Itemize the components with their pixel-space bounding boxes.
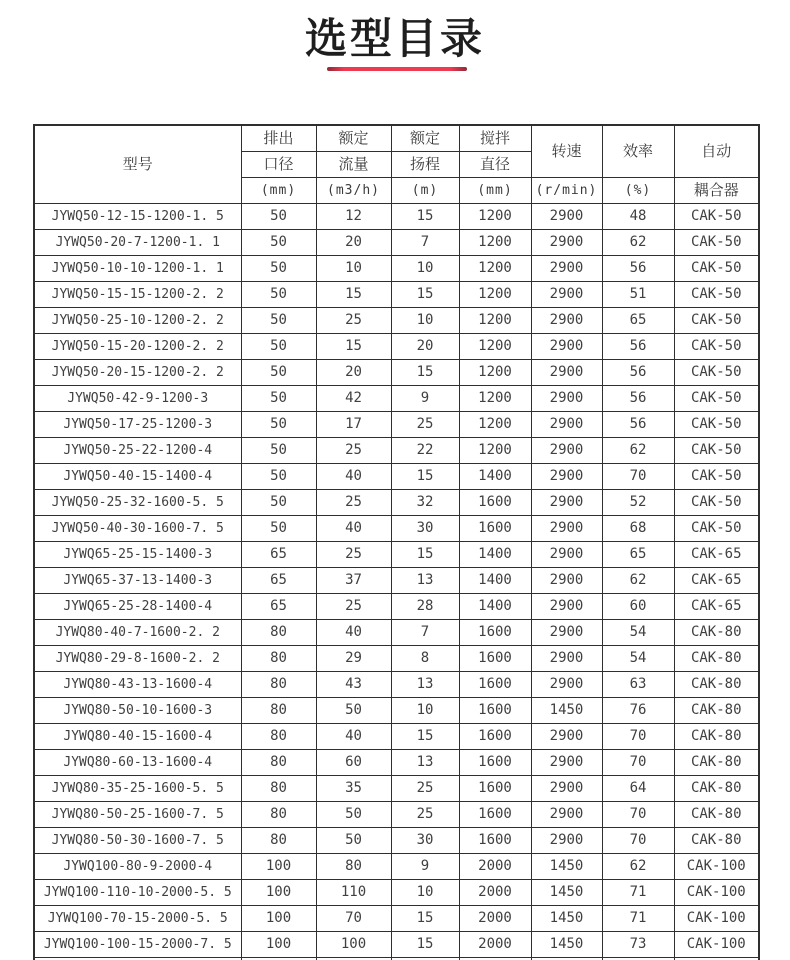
header-flow-line2: 流量 xyxy=(316,151,391,177)
cell-mixing: 1600 xyxy=(459,697,531,723)
cell-model: JYWQ80-60-13-1600-4 xyxy=(34,749,241,775)
cell-outlet: 80 xyxy=(241,697,316,723)
cell-mixing: 1600 xyxy=(459,489,531,515)
header-row-1 xyxy=(34,125,759,151)
cell-flow: 110 xyxy=(316,879,391,905)
cell-efficiency: 62 xyxy=(602,567,674,593)
cell-speed: 2900 xyxy=(531,489,602,515)
table-row xyxy=(34,463,759,489)
cell-coupling: CAK-80 xyxy=(674,827,759,853)
cell-speed: 1450 xyxy=(531,853,602,879)
cell-flow: 50 xyxy=(316,827,391,853)
cell-speed: 2900 xyxy=(531,255,602,281)
cell-mixing: 2000 xyxy=(459,879,531,905)
cell-head: 9 xyxy=(391,385,459,411)
table-row xyxy=(34,671,759,697)
cell-coupling: CAK-50 xyxy=(674,463,759,489)
cell-head: 30 xyxy=(391,827,459,853)
cell-model: JYWQ80-40-7-1600-2. 2 xyxy=(34,619,241,645)
table-row xyxy=(34,515,759,541)
cell-mixing: 2000 xyxy=(459,853,531,879)
cell-outlet: 100 xyxy=(241,931,316,957)
cell-coupling: CAK-50 xyxy=(674,229,759,255)
cell-flow: 17 xyxy=(316,411,391,437)
cell-model: JYWQ50-17-25-1200-3 xyxy=(34,411,241,437)
cell-outlet: 65 xyxy=(241,567,316,593)
cell-flow: 40 xyxy=(316,463,391,489)
table-row xyxy=(34,255,759,281)
cell-head: 32 xyxy=(391,489,459,515)
cell-mixing: 1200 xyxy=(459,229,531,255)
cell-outlet: 80 xyxy=(241,645,316,671)
cell-efficiency: 73 xyxy=(602,931,674,957)
cell-flow: 43 xyxy=(316,671,391,697)
cell-outlet: 80 xyxy=(241,619,316,645)
cell-head: 15 xyxy=(391,931,459,957)
table-row xyxy=(34,749,759,775)
header-coupling-line2: 耦合器 xyxy=(674,177,759,203)
cell-speed: 1450 xyxy=(531,697,602,723)
cell-coupling: CAK-100 xyxy=(674,905,759,931)
cell-efficiency: 56 xyxy=(602,385,674,411)
cell-head: 8 xyxy=(391,645,459,671)
cell-outlet: 80 xyxy=(241,801,316,827)
cell-flow: 100 xyxy=(316,931,391,957)
cell-outlet: 100 xyxy=(241,905,316,931)
header-mixing-unit: (mm) xyxy=(459,177,531,203)
cell-head: 10 xyxy=(391,307,459,333)
header-speed-unit: (r/min) xyxy=(531,177,602,203)
cell-head: 22 xyxy=(391,437,459,463)
table-row xyxy=(34,203,759,229)
cell-flow: 25 xyxy=(316,541,391,567)
cell-outlet: 80 xyxy=(241,775,316,801)
cell-model: JYWQ80-50-25-1600-7. 5 xyxy=(34,801,241,827)
page-title: 选型目录 xyxy=(304,15,485,62)
cell-coupling: CAK-50 xyxy=(674,411,759,437)
cell-mixing: 1200 xyxy=(459,437,531,463)
cell-coupling: CAK-50 xyxy=(674,281,759,307)
cell-speed: 1450 xyxy=(531,879,602,905)
cell-mixing: 1200 xyxy=(459,281,531,307)
cell-outlet: 50 xyxy=(241,229,316,255)
cell-speed: 2900 xyxy=(531,645,602,671)
cell-outlet: 50 xyxy=(241,385,316,411)
cell-flow: 25 xyxy=(316,593,391,619)
cell-head: 10 xyxy=(391,879,459,905)
cell-mixing: 1400 xyxy=(459,567,531,593)
cell-model: JYWQ100-110-10-2000-5. 5 xyxy=(34,879,241,905)
cell-outlet: 50 xyxy=(241,437,316,463)
header-head-unit: (m) xyxy=(391,177,459,203)
table-row xyxy=(34,593,759,619)
cell-flow: 80 xyxy=(316,853,391,879)
cell-efficiency: 56 xyxy=(602,411,674,437)
table-row xyxy=(34,723,759,749)
cell-efficiency: 71 xyxy=(602,879,674,905)
cell-outlet: 80 xyxy=(241,671,316,697)
cell-efficiency: 65 xyxy=(602,307,674,333)
table-row xyxy=(34,645,759,671)
cell-model: JYWQ80-35-25-1600-5. 5 xyxy=(34,775,241,801)
cell-head: 13 xyxy=(391,749,459,775)
cell-mixing: 1400 xyxy=(459,541,531,567)
cell-efficiency: 56 xyxy=(602,359,674,385)
cell-speed: 2900 xyxy=(531,359,602,385)
cell-efficiency: 70 xyxy=(602,827,674,853)
cell-mixing: 1600 xyxy=(459,671,531,697)
cell-flow: 25 xyxy=(316,307,391,333)
cell-mixing: 1600 xyxy=(459,515,531,541)
cell-flow: 12 xyxy=(316,203,391,229)
cell-coupling: CAK-80 xyxy=(674,671,759,697)
cell-model: JYWQ100-70-15-2000-5. 5 xyxy=(34,905,241,931)
cell-flow: 40 xyxy=(316,619,391,645)
table-row xyxy=(34,775,759,801)
cell-head: 20 xyxy=(391,333,459,359)
cell-model: JYWQ80-40-15-1600-4 xyxy=(34,723,241,749)
table-row xyxy=(34,411,759,437)
cell-mixing: 1200 xyxy=(459,385,531,411)
cell-head: 13 xyxy=(391,567,459,593)
cell-speed: 2900 xyxy=(531,281,602,307)
cell-flow: 50 xyxy=(316,697,391,723)
cell-coupling: CAK-50 xyxy=(674,359,759,385)
cell-model: JYWQ80-29-8-1600-2. 2 xyxy=(34,645,241,671)
cell-speed: 2900 xyxy=(531,203,602,229)
cell-head: 28 xyxy=(391,593,459,619)
cell-head: 7 xyxy=(391,619,459,645)
cell-head: 15 xyxy=(391,463,459,489)
table-row xyxy=(34,801,759,827)
cell-efficiency: 70 xyxy=(602,801,674,827)
cell-speed: 2900 xyxy=(531,827,602,853)
table-row xyxy=(34,359,759,385)
cell-mixing: 1200 xyxy=(459,255,531,281)
table-row xyxy=(34,931,759,957)
table-row xyxy=(34,437,759,463)
cell-model: JYWQ50-15-15-1200-2. 2 xyxy=(34,281,241,307)
table-row xyxy=(34,879,759,905)
cell-model: JYWQ50-15-20-1200-2. 2 xyxy=(34,333,241,359)
cell-efficiency: 70 xyxy=(602,723,674,749)
cell-speed: 2900 xyxy=(531,775,602,801)
cell-head: 15 xyxy=(391,905,459,931)
cell-mixing: 1200 xyxy=(459,359,531,385)
header-coupling-line1: 自动 xyxy=(674,125,759,177)
cell-efficiency: 65 xyxy=(602,541,674,567)
cell-mixing: 2000 xyxy=(459,905,531,931)
cell-outlet: 80 xyxy=(241,827,316,853)
cell-outlet: 50 xyxy=(241,515,316,541)
cell-model: JYWQ65-25-15-1400-3 xyxy=(34,541,241,567)
cell-mixing: 1200 xyxy=(459,203,531,229)
cell-model: JYWQ100-80-9-2000-4 xyxy=(34,853,241,879)
cell-efficiency: 51 xyxy=(602,281,674,307)
header-flow-unit: (m3/h) xyxy=(316,177,391,203)
cell-speed: 2900 xyxy=(531,567,602,593)
cell-speed: 2900 xyxy=(531,333,602,359)
header-speed: 转速 xyxy=(531,125,602,177)
cell-efficiency: 60 xyxy=(602,593,674,619)
table-row xyxy=(34,281,759,307)
cell-speed: 2900 xyxy=(531,515,602,541)
cell-coupling: CAK-50 xyxy=(674,385,759,411)
cell-coupling: CAK-50 xyxy=(674,203,759,229)
cell-speed: 2900 xyxy=(531,801,602,827)
cell-outlet: 50 xyxy=(241,307,316,333)
cell-outlet: 65 xyxy=(241,593,316,619)
cell-flow: 70 xyxy=(316,905,391,931)
cell-model: JYWQ80-50-10-1600-3 xyxy=(34,697,241,723)
cell-mixing: 1600 xyxy=(459,619,531,645)
cell-flow: 15 xyxy=(316,333,391,359)
title-underline-divider xyxy=(327,67,467,71)
cell-model: JYWQ50-40-30-1600-7. 5 xyxy=(34,515,241,541)
cell-speed: 2900 xyxy=(531,723,602,749)
cell-mixing: 1600 xyxy=(459,749,531,775)
cell-coupling: CAK-65 xyxy=(674,541,759,567)
cell-head: 15 xyxy=(391,359,459,385)
cell-efficiency: 63 xyxy=(602,671,674,697)
cell-head: 15 xyxy=(391,723,459,749)
cell-outlet: 100 xyxy=(241,879,316,905)
cell-efficiency: 70 xyxy=(602,749,674,775)
cell-coupling: CAK-65 xyxy=(674,593,759,619)
cell-efficiency: 70 xyxy=(602,463,674,489)
cell-flow: 35 xyxy=(316,775,391,801)
cell-model: JYWQ50-20-15-1200-2. 2 xyxy=(34,359,241,385)
cell-model: JYWQ50-40-15-1400-4 xyxy=(34,463,241,489)
cell-speed: 2900 xyxy=(531,593,602,619)
selection-table xyxy=(33,124,760,960)
table-row xyxy=(34,905,759,931)
cell-mixing: 1200 xyxy=(459,307,531,333)
cell-coupling: CAK-80 xyxy=(674,749,759,775)
header-flow-line1: 额定 xyxy=(316,125,391,151)
cell-model: JYWQ50-12-15-1200-1. 5 xyxy=(34,203,241,229)
cell-outlet: 65 xyxy=(241,541,316,567)
table-row xyxy=(34,853,759,879)
cell-flow: 20 xyxy=(316,359,391,385)
cell-head: 15 xyxy=(391,203,459,229)
cell-head: 7 xyxy=(391,229,459,255)
cell-flow: 15 xyxy=(316,281,391,307)
header-mixing-line1: 搅拌 xyxy=(459,125,531,151)
cell-coupling: CAK-80 xyxy=(674,619,759,645)
cell-efficiency: 48 xyxy=(602,203,674,229)
cell-efficiency: 64 xyxy=(602,775,674,801)
cell-model: JYWQ100-100-15-2000-7. 5 xyxy=(34,931,241,957)
header-efficiency: 效率 xyxy=(602,125,674,177)
cell-model: JYWQ50-10-10-1200-1. 1 xyxy=(34,255,241,281)
cell-coupling: CAK-80 xyxy=(674,645,759,671)
cell-speed: 2900 xyxy=(531,307,602,333)
cell-efficiency: 52 xyxy=(602,489,674,515)
cell-coupling: CAK-100 xyxy=(674,853,759,879)
cell-coupling: CAK-65 xyxy=(674,567,759,593)
cell-outlet: 50 xyxy=(241,255,316,281)
cell-outlet: 50 xyxy=(241,489,316,515)
cell-speed: 2900 xyxy=(531,749,602,775)
cell-coupling: CAK-100 xyxy=(674,879,759,905)
table-row xyxy=(34,307,759,333)
cell-speed: 2900 xyxy=(531,437,602,463)
cell-flow: 25 xyxy=(316,437,391,463)
cell-efficiency: 62 xyxy=(602,853,674,879)
cell-flow: 20 xyxy=(316,229,391,255)
cell-speed: 2900 xyxy=(531,411,602,437)
cell-mixing: 1600 xyxy=(459,723,531,749)
cell-efficiency: 54 xyxy=(602,645,674,671)
cell-efficiency: 62 xyxy=(602,437,674,463)
cell-head: 30 xyxy=(391,515,459,541)
cell-flow: 60 xyxy=(316,749,391,775)
cell-speed: 2900 xyxy=(531,385,602,411)
header-head-line1: 额定 xyxy=(391,125,459,151)
table-row xyxy=(34,333,759,359)
cell-model: JYWQ50-42-9-1200-3 xyxy=(34,385,241,411)
header-outlet-line2: 口径 xyxy=(241,151,316,177)
cell-speed: 2900 xyxy=(531,619,602,645)
cell-outlet: 80 xyxy=(241,723,316,749)
cell-coupling: CAK-80 xyxy=(674,775,759,801)
header-efficiency-unit: (%) xyxy=(602,177,674,203)
cell-flow: 10 xyxy=(316,255,391,281)
cell-mixing: 1600 xyxy=(459,827,531,853)
cell-speed: 1450 xyxy=(531,931,602,957)
cell-mixing: 1200 xyxy=(459,333,531,359)
table-row xyxy=(34,385,759,411)
table-row xyxy=(34,827,759,853)
cell-head: 25 xyxy=(391,801,459,827)
cell-model: JYWQ50-20-7-1200-1. 1 xyxy=(34,229,241,255)
cell-model: JYWQ80-50-30-1600-7. 5 xyxy=(34,827,241,853)
table-header xyxy=(34,125,759,203)
cell-model: JYWQ50-25-32-1600-5. 5 xyxy=(34,489,241,515)
cell-head: 15 xyxy=(391,281,459,307)
cell-flow: 40 xyxy=(316,515,391,541)
cell-flow: 40 xyxy=(316,723,391,749)
cell-head: 9 xyxy=(391,853,459,879)
header-outlet-line1: 排出 xyxy=(241,125,316,151)
cell-model: JYWQ80-43-13-1600-4 xyxy=(34,671,241,697)
cell-efficiency: 71 xyxy=(602,905,674,931)
cell-outlet: 50 xyxy=(241,281,316,307)
cell-mixing: 1600 xyxy=(459,645,531,671)
header-head-line2: 扬程 xyxy=(391,151,459,177)
cell-flow: 25 xyxy=(316,489,391,515)
cell-head: 10 xyxy=(391,255,459,281)
cell-coupling: CAK-50 xyxy=(674,255,759,281)
cell-outlet: 50 xyxy=(241,411,316,437)
cell-mixing: 1600 xyxy=(459,801,531,827)
cell-head: 25 xyxy=(391,775,459,801)
header-outlet-unit: (mm) xyxy=(241,177,316,203)
table-row xyxy=(34,489,759,515)
cell-outlet: 50 xyxy=(241,359,316,385)
cell-model: JYWQ50-25-10-1200-2. 2 xyxy=(34,307,241,333)
cell-outlet: 50 xyxy=(241,203,316,229)
cell-flow: 50 xyxy=(316,801,391,827)
cell-coupling: CAK-80 xyxy=(674,801,759,827)
cell-flow: 42 xyxy=(316,385,391,411)
cell-speed: 2900 xyxy=(531,229,602,255)
table-body xyxy=(34,203,759,957)
cell-model: JYWQ65-25-28-1400-4 xyxy=(34,593,241,619)
cell-speed: 2900 xyxy=(531,671,602,697)
cell-efficiency: 56 xyxy=(602,255,674,281)
cell-coupling: CAK-80 xyxy=(674,697,759,723)
header-model: 型号 xyxy=(34,125,241,203)
cell-outlet: 100 xyxy=(241,853,316,879)
cell-efficiency: 62 xyxy=(602,229,674,255)
cell-flow: 37 xyxy=(316,567,391,593)
cell-mixing: 1600 xyxy=(459,775,531,801)
cell-flow: 29 xyxy=(316,645,391,671)
cell-mixing: 1400 xyxy=(459,463,531,489)
cell-coupling: CAK-50 xyxy=(674,437,759,463)
cell-coupling: CAK-50 xyxy=(674,307,759,333)
cell-speed: 2900 xyxy=(531,541,602,567)
cell-outlet: 50 xyxy=(241,463,316,489)
cell-coupling: CAK-50 xyxy=(674,515,759,541)
cell-model: JYWQ50-25-22-1200-4 xyxy=(34,437,241,463)
cell-coupling: CAK-50 xyxy=(674,489,759,515)
cell-head: 10 xyxy=(391,697,459,723)
cell-coupling: CAK-100 xyxy=(674,931,759,957)
cell-outlet: 80 xyxy=(241,749,316,775)
cell-head: 25 xyxy=(391,411,459,437)
cell-coupling: CAK-80 xyxy=(674,723,759,749)
cell-head: 13 xyxy=(391,671,459,697)
table-row xyxy=(34,229,759,255)
cell-mixing: 1200 xyxy=(459,411,531,437)
cell-speed: 1450 xyxy=(531,905,602,931)
table-row xyxy=(34,619,759,645)
cell-efficiency: 54 xyxy=(602,619,674,645)
cell-mixing: 1400 xyxy=(459,593,531,619)
table-row xyxy=(34,567,759,593)
cell-model: JYWQ65-37-13-1400-3 xyxy=(34,567,241,593)
cell-outlet: 50 xyxy=(241,333,316,359)
cell-head: 15 xyxy=(391,541,459,567)
cell-efficiency: 56 xyxy=(602,333,674,359)
table-row xyxy=(34,541,759,567)
header-mixing-line2: 直径 xyxy=(459,151,531,177)
cell-mixing: 2000 xyxy=(459,931,531,957)
cell-efficiency: 68 xyxy=(602,515,674,541)
cell-coupling: CAK-50 xyxy=(674,333,759,359)
cell-speed: 2900 xyxy=(531,463,602,489)
table-row xyxy=(34,697,759,723)
cell-efficiency: 76 xyxy=(602,697,674,723)
